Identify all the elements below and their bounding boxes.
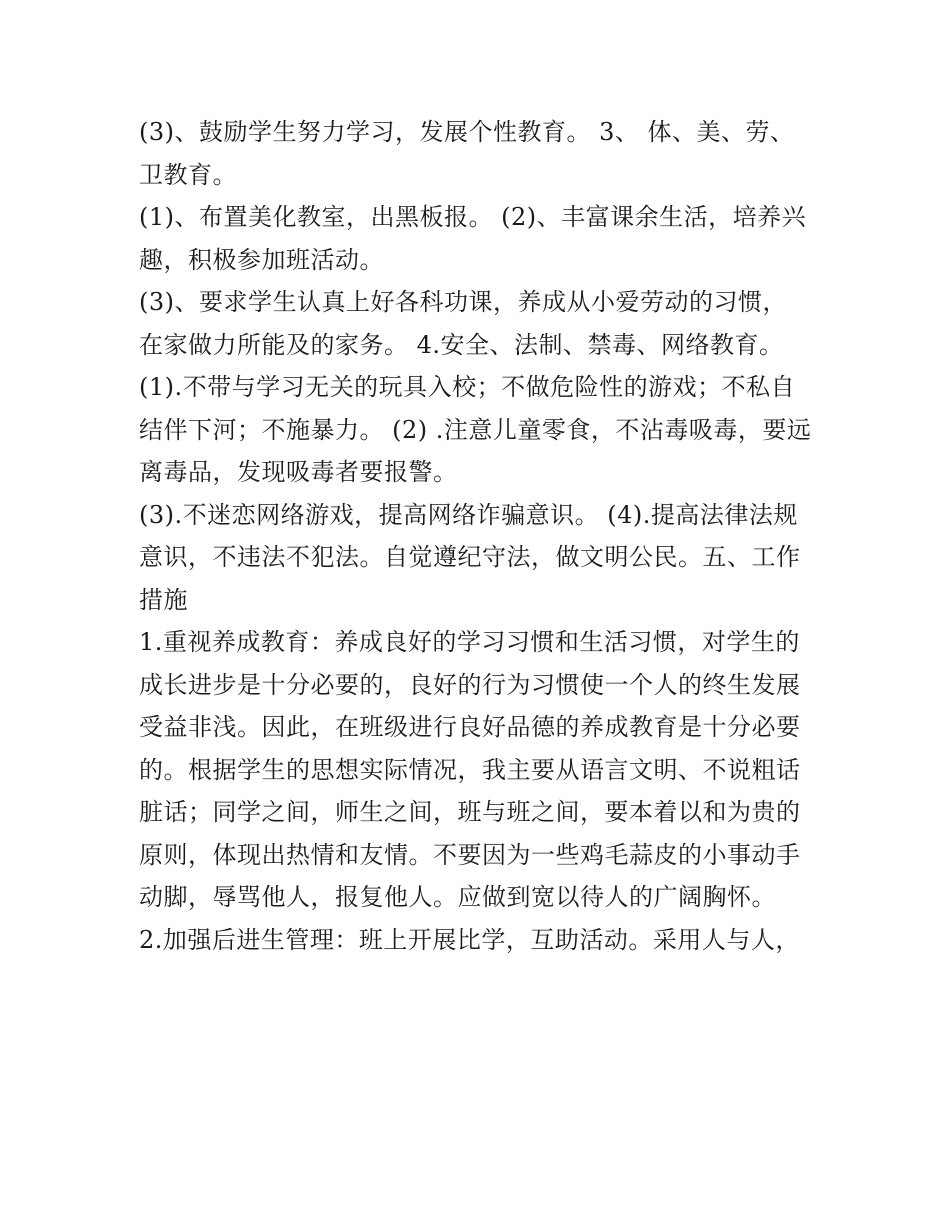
text-line: 动脚，辱骂他人，报复他人。应做到宽以待人的广阔胸怀。 (139, 883, 776, 911)
text-line: 离毒品，发现吸毒者要报警。 (139, 458, 458, 486)
text-line: (3)、要求学生认真上好各科功课，养成从小爱劳动的习惯， (139, 288, 787, 316)
document-body (139, 111, 829, 961)
text-line: 在家做力所能及的家务。 4.安全、法制、禁毒、网络教育。 (139, 330, 784, 359)
text-line: (3).不迷恋网络游戏，提高网络诈骗意识。 (4).提高法律法规 (139, 500, 798, 529)
text-line: 2.加强后进生管理：班上开展比学，互助活动。采用人与人， (139, 925, 800, 954)
text-line: 受益非浅。因此，在班级进行良好品德的养成教育是十分必要 (139, 713, 801, 741)
text-line: 脏话；同学之间，师生之间，班与班之间，要本着以和为贵的 (139, 798, 801, 826)
text-line: (1)、布置美化教室，出黑板报。 (2)、丰富课余生活，培养兴 (139, 203, 807, 231)
text-line: 趣，积极参加班活动。 (139, 245, 384, 274)
text-line: 措施 (139, 585, 188, 614)
text-line: 1.重视养成教育：养成良好的学习习惯和生活习惯，对学生的 (139, 628, 800, 656)
text-line: 卫教育。 (139, 160, 237, 189)
text-line: 的。根据学生的思想实际情况，我主要从语言文明、不说粗话 (139, 755, 801, 784)
text-line: 成长进步是十分必要的，良好的行为习惯使一个人的终生发展 (139, 670, 801, 699)
text-line: 意识，不违法不犯法。自觉遵纪守法，做文明公民。五、工作 (139, 543, 801, 571)
text-line: 原则，体现出热情和友情。不要因为一些鸡毛蒜皮的小事动手 (139, 840, 801, 869)
text-line: (1).不带与学习无关的玩具入校；不做危险性的游戏；不私自 (139, 373, 796, 401)
text-line: (3)、鼓励学生努力学习，发展个性教育。 3、 体、美、劳、 (139, 118, 795, 146)
text-line: 结伴下河；不施暴力。 (2) .注意儿童零食，不沾毒吸毒，要远 (139, 415, 812, 444)
